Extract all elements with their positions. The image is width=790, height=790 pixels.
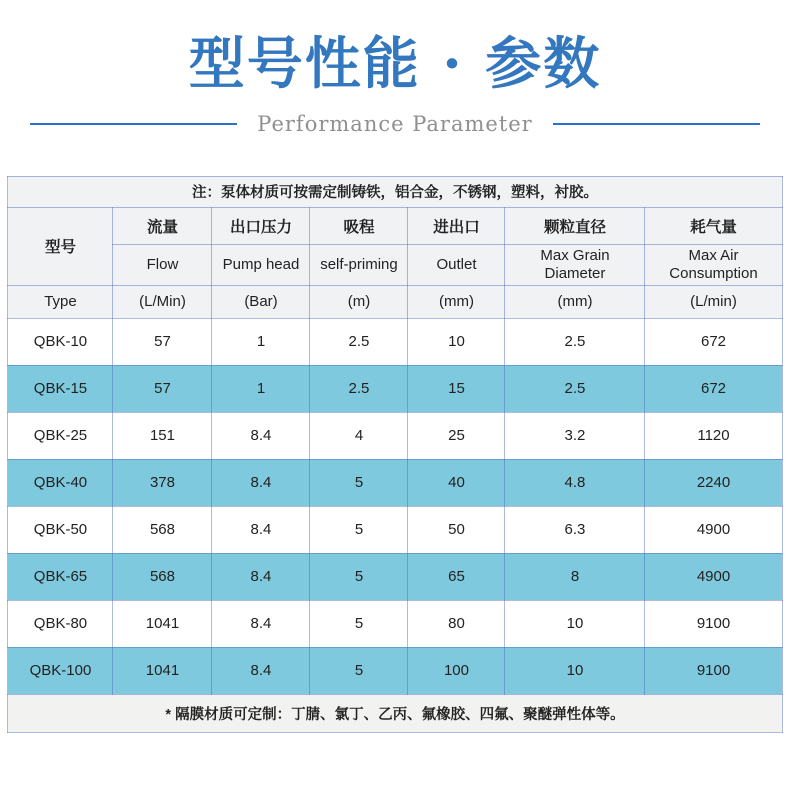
cell-air: 9100 xyxy=(645,647,782,694)
cell-grain: 2.5 xyxy=(505,365,645,412)
cell-outlet: 100 xyxy=(408,647,505,694)
table-row-qbk-15 xyxy=(8,365,782,412)
col-header-selfpriming-cn: 吸程 xyxy=(310,207,408,244)
cell-outlet: 80 xyxy=(408,600,505,647)
cell-outlet: 25 xyxy=(408,412,505,459)
cell-outlet: 50 xyxy=(408,506,505,553)
cell-air: 1120 xyxy=(645,412,782,459)
cell-grain: 10 xyxy=(505,600,645,647)
cell-flow: 57 xyxy=(113,318,212,365)
col-header-flow-cn: 流量 xyxy=(113,207,212,244)
cell-model: QBK-40 xyxy=(8,459,113,506)
table-row-qbk-80 xyxy=(8,600,782,647)
col-header-flow-en: Flow xyxy=(113,244,212,285)
cell-outlet: 65 xyxy=(408,553,505,600)
spec-table xyxy=(7,176,782,733)
cell-model: QBK-50 xyxy=(8,506,113,553)
cell-selfpriming: 5 xyxy=(310,506,408,553)
cell-selfpriming: 2.5 xyxy=(310,318,408,365)
cell-air: 672 xyxy=(645,318,782,365)
cell-grain: 6.3 xyxy=(505,506,645,553)
table-row-qbk-50 xyxy=(8,506,782,553)
col-header-outlet-cn: 进出口 xyxy=(408,207,505,244)
table-row-qbk-65 xyxy=(8,553,782,600)
table-row-qbk-40 xyxy=(8,459,782,506)
subtitle-line-right xyxy=(553,123,760,125)
cell-selfpriming: 5 xyxy=(310,553,408,600)
cell-grain: 8 xyxy=(505,553,645,600)
cell-flow: 1041 xyxy=(113,600,212,647)
cell-air: 4900 xyxy=(645,553,782,600)
cell-selfpriming: 5 xyxy=(310,459,408,506)
cell-model: QBK-25 xyxy=(8,412,113,459)
cell-air: 2240 xyxy=(645,459,782,506)
col-header-pumphead-unit: (Bar) xyxy=(212,285,310,318)
cell-flow: 1041 xyxy=(113,647,212,694)
cell-model: QBK-10 xyxy=(8,318,113,365)
page-title: 型号性能 · 参数 xyxy=(188,31,602,97)
cell-pumphead: 8.4 xyxy=(212,506,310,553)
col-header-selfpriming-en: self-priming xyxy=(310,244,408,285)
cell-pumphead: 1 xyxy=(212,318,310,365)
cell-outlet: 10 xyxy=(408,318,505,365)
cell-pumphead: 8.4 xyxy=(212,412,310,459)
table-top-note-row xyxy=(8,176,782,207)
col-header-air-en xyxy=(645,244,782,285)
col-header-model-unit: Type xyxy=(8,285,113,318)
col-header-pumphead-cn: 出口压力 xyxy=(212,207,310,244)
cell-pumphead: 1 xyxy=(212,365,310,412)
cell-selfpriming: 5 xyxy=(310,647,408,694)
table-row-qbk-100 xyxy=(8,647,782,694)
col-header-grain-unit: (mm) xyxy=(505,285,645,318)
col-header-air-unit: (L/min) xyxy=(645,285,782,318)
cell-air: 9100 xyxy=(645,600,782,647)
cell-flow: 151 xyxy=(113,412,212,459)
col-header-selfpriming-unit: (m) xyxy=(310,285,408,318)
cell-flow: 568 xyxy=(113,553,212,600)
col-header-air-cn: 耗气量 xyxy=(645,207,782,244)
col-header-grain-en xyxy=(505,244,645,285)
cell-selfpriming: 5 xyxy=(310,600,408,647)
col-header-outlet-en: Outlet xyxy=(408,244,505,285)
cell-grain: 2.5 xyxy=(505,318,645,365)
cell-pumphead: 8.4 xyxy=(212,553,310,600)
cell-grain: 3.2 xyxy=(505,412,645,459)
cell-outlet: 15 xyxy=(408,365,505,412)
col-header-flow-unit: (L/Min) xyxy=(113,285,212,318)
col-header-outlet-unit: (mm) xyxy=(408,285,505,318)
cell-model: QBK-15 xyxy=(8,365,113,412)
cell-outlet: 40 xyxy=(408,459,505,506)
cell-model: QBK-100 xyxy=(8,647,113,694)
cell-air: 4900 xyxy=(645,506,782,553)
col-header-pumphead-en: Pump head xyxy=(212,244,310,285)
table-top-note: 注：泵体材质可按需定制铸铁，铝合金，不锈钢，塑料，衬胶。 xyxy=(8,176,782,207)
cell-flow: 378 xyxy=(113,459,212,506)
header-row-units xyxy=(8,285,782,318)
header-row-en xyxy=(8,244,782,285)
subtitle-text: Performance Parameter xyxy=(257,111,533,136)
cell-flow: 57 xyxy=(113,365,212,412)
cell-air: 672 xyxy=(645,365,782,412)
cell-grain: 10 xyxy=(505,647,645,694)
cell-pumphead: 8.4 xyxy=(212,600,310,647)
col-header-grain-cn: 颗粒直径 xyxy=(505,207,645,244)
table-bottom-note-row xyxy=(8,694,782,732)
table-bottom-note: * 隔膜材质可定制：丁腈、氯丁、乙丙、氟橡胶、四氟、聚醚弹性体等。 xyxy=(8,694,782,732)
cell-model: QBK-65 xyxy=(8,553,113,600)
subtitle-row xyxy=(0,112,790,136)
cell-selfpriming: 2.5 xyxy=(310,365,408,412)
cell-pumphead: 8.4 xyxy=(212,647,310,694)
table-row-qbk-10 xyxy=(8,318,782,365)
cell-model: QBK-80 xyxy=(8,600,113,647)
cell-grain: 4.8 xyxy=(505,459,645,506)
cell-flow: 568 xyxy=(113,506,212,553)
header-row-cn xyxy=(8,207,782,244)
col-header-air-en-text: Max Air Consumption xyxy=(669,246,758,282)
col-header-grain-en-text: Max Grain Diameter xyxy=(540,246,610,282)
table-row-qbk-25 xyxy=(8,412,782,459)
cell-selfpriming: 4 xyxy=(310,412,408,459)
subtitle-line-left xyxy=(30,123,237,125)
cell-pumphead: 8.4 xyxy=(212,459,310,506)
col-header-model-cn: 型号 xyxy=(8,207,113,285)
